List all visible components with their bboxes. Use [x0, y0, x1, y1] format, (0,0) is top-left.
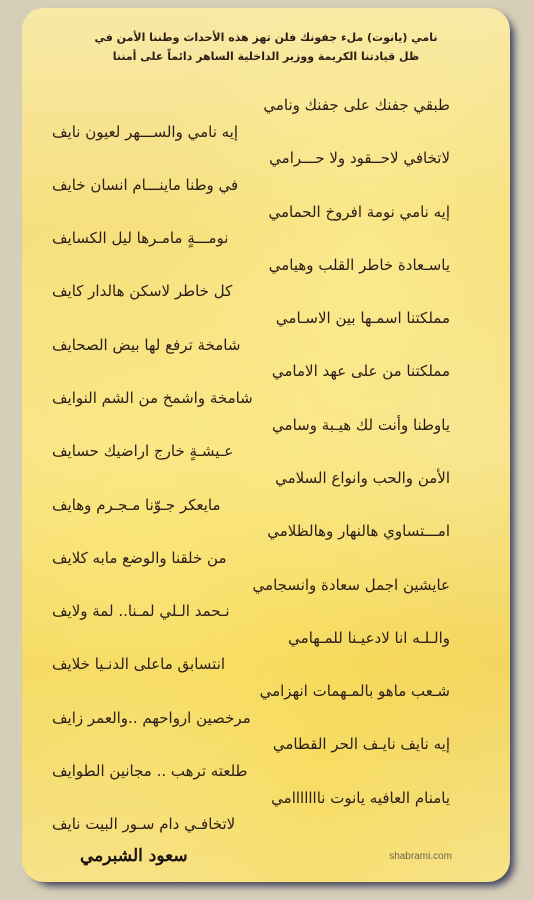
header-line-2: ظل قيادتنا الكريمة ووزير الداخلية الساهر دائماً على أمننا — [112, 50, 420, 63]
header-dedication — [42, 28, 490, 66]
poem-line: لاتخافي لاحــقود ولا حـــرامي — [269, 149, 450, 168]
poem-line: والـلـه انا لادعيـنا للمـهامي — [288, 628, 450, 647]
poem-body — [52, 92, 450, 838]
poem-line: مايعكر جـوّنا مـجـرم وهايف — [52, 495, 221, 514]
header-line-1: نامي (يانوت) ملء جفونك فلن تهز هذه الأحداث وطننا الأمن في — [94, 31, 438, 44]
poem-line: شامخة ترفع لها بيض الصحايف — [52, 335, 241, 354]
poem-line: نـحمد الـلي لمـنا.. لمة ولايف — [52, 602, 230, 621]
poem-card — [22, 8, 510, 882]
poem-line: نومـــةٍ مامـرها ليل الكسايف — [52, 229, 229, 248]
poem-line: كل خاطر لاسكن هالدار كايف — [52, 282, 233, 301]
poem-line: من خلقنا والوضع مابه كلايف — [52, 548, 227, 567]
poem-line: مملكتنا من على عهد الامامي — [271, 362, 450, 381]
poem-line: طبقي جفنك على جفنك ونامي — [263, 96, 450, 114]
poem-line: عايشين اجمل سعادة وانسجامي — [252, 575, 450, 594]
poem-line: انتسابق ماعلى الدنـيا خلايف — [52, 655, 226, 674]
poem-line: طلعته ترهب .. مجانين الطوايف — [52, 762, 248, 781]
poem-line: الأمن والحب وانواع السلامي — [275, 468, 450, 487]
poem-line: شـعب ماهو بالمـهمات انهزامي — [259, 682, 450, 701]
poem-line: ياوطنا وأنت لك هيـبة وسامي — [272, 415, 450, 434]
poem-line: مملكتنا اسمـها بين الاسـامي — [275, 309, 450, 328]
poem-line: لاتخافـي دام سـور البيت نايف — [52, 815, 236, 834]
author-signature: سعود الشبرمي — [80, 846, 188, 866]
poem-line: في وطنا ماينـــام انسان خايف — [52, 175, 239, 194]
poem-line: يامنام العافيه يانوت نااااااامي — [271, 788, 450, 807]
poem-line: امـــتساوي هالنهار وهالظلامي — [267, 522, 450, 541]
poem-line: ياسـعادة خاطر القلب وهيامي — [268, 255, 450, 274]
poem-line: مرخصين ارواحهم ..والعمر زايف — [52, 708, 251, 727]
website-watermark: shabrami.com — [389, 851, 452, 862]
poem-line: شامخة واشمخ من الشم النوايف — [52, 389, 253, 408]
poem-line: إيه نامي والســـهر لعيون نايف — [52, 122, 239, 141]
poem-line: عـيشـةٍ خارج اراضيك حسايف — [52, 442, 234, 461]
poem-line: إيه نايف نايـف الحر القطامي — [272, 735, 450, 754]
poem-line: إيه نامي نومة افروخ الحمامي — [268, 202, 450, 221]
